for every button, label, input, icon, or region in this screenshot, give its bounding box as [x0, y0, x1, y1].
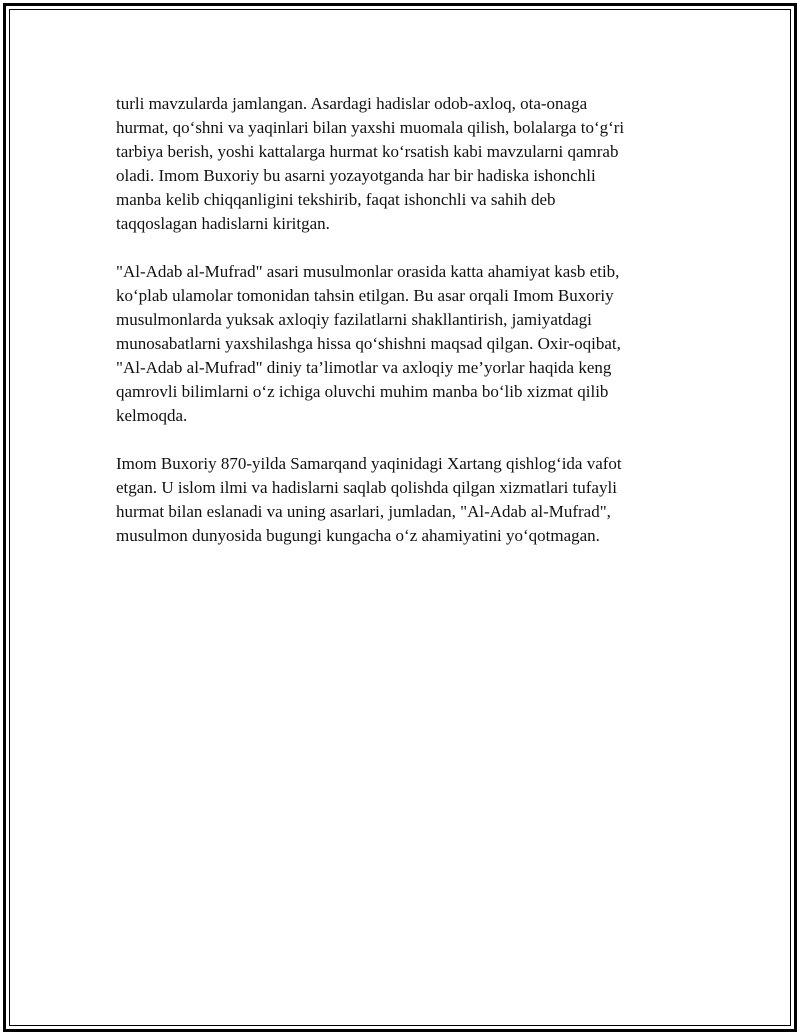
- page-body: [116, 92, 696, 572]
- paragraph-al-adab-significance: "Al-Adab al-Mufrad" asari musulmonlar orasida katta ahamiyat kasb etib, ko‘plab ulamolar tomonidan tahsin etilgan. Bu asar orqali Imom Buxoriy musulmonlarda yuksak axloqiy fazilatlarni shakllantirish, jamiyatdagi munosabatlarni yaxshilashga hissa qo‘shishni maqsad qilgan. Oxir-oqibat, "Al-Adab al-Mufrad" diniy ta’limotlar va axloqiy me’yorlar haqida keng qamrovli bilimlarni o‘z ichiga oluvchi muhim manba bo‘lib xizmat qilib kelmoqda.: [116, 262, 621, 425]
- paragraph-imam-bukhari-death: Imom Buxoriy 870-yilda Samarqand yaqinidagi Xartang qishlog‘ida vafot etgan. U islom ilmi va hadislarni saqlab qolishda qilgan xizmatlari tufayli hurmat bilan eslanadi va uning asarlari, jumladan, "Al-Adab al-Mufrad", musulmon dunyosida bugungi kungacha o‘z ahamiyatini yo‘qotmagan.: [116, 454, 622, 545]
- paragraph-hadith-topics: turli mavzularda jamlangan. Asardagi hadislar odob-axloq, ota-onaga hurmat, qo‘shni va yaqinlari bilan yaxshi muomala qilish, bolalarga to‘g‘ri tarbiya berish, yoshi kattalarga hurmat ko‘rsatish kabi mavzularni qamrab oladi. Imom Buxoriy bu asarni yozayotganda har bir hadiska ishonchli manba kelib chiqqanligini tekshirib, faqat ishonchli va sahih deb taqqoslagan hadislarni kiritgan.: [116, 94, 625, 233]
